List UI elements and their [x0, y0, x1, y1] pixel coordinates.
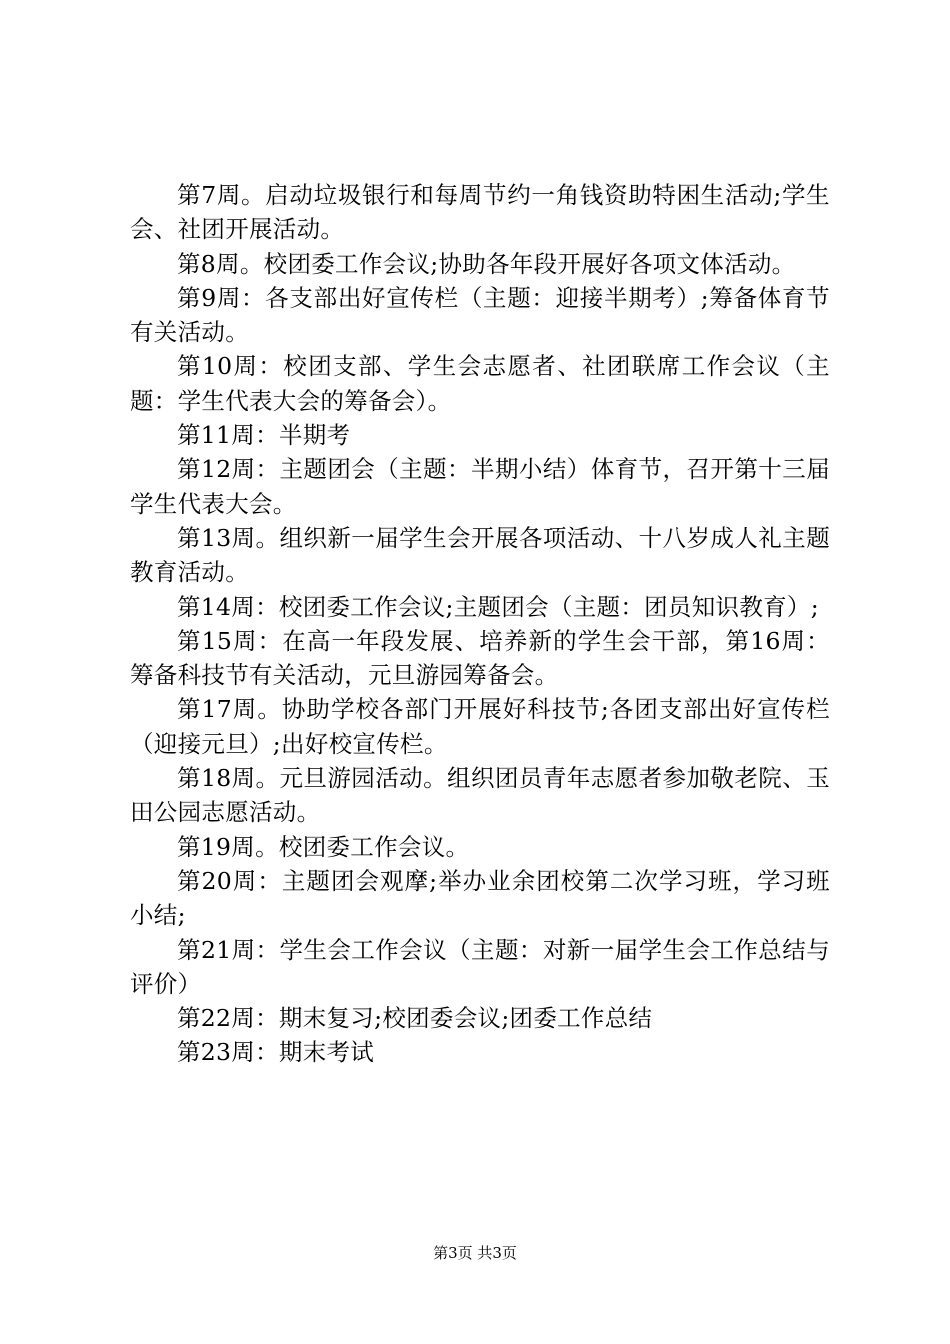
paragraph-week-15-16: 第15周：在高一年段发展、培养新的学生会干部，第16周：筹备科技节有关活动，元旦游园筹备会。: [130, 626, 830, 690]
paragraph-week-12: 第12周：主题团会（主题：半期小结）体育节，召开第十三届学生代表大会。: [130, 455, 830, 518]
paragraph-week-18: 第18周。元旦游园活动。组织团员青年志愿者参加敬老院、玉田公园志愿活动。: [130, 764, 830, 827]
paragraph-week-9: 第9周：各支部出好宣传栏（主题：迎接半期考）;筹备体育节有关活动。: [130, 283, 830, 347]
paragraph-week-22: 第22周：期末复习;校团委会议;团委工作总结: [177, 1004, 653, 1033]
paragraph-week-19: 第19周。校团委工作会议。: [177, 832, 470, 861]
paragraph-week-7: 第7周。启动垃圾银行和每周节约一角钱资助特困生活动;学生会、社团开展活动。: [130, 181, 830, 244]
paragraph-week-13: 第13周。组织新一届学生会开展各项活动、十八岁成人礼主题教育活动。: [130, 523, 830, 587]
document-body: [130, 178, 830, 1070]
paragraph-week-14: 第14周：校团委工作会议;主题团会（主题：团员知识教育）;: [177, 592, 819, 621]
paragraph-week-23: 第23周：期末考试: [177, 1038, 375, 1067]
paragraph-week-10: 第10周：校团支部、学生会志愿者、社团联席工作会议（主题：学生代表大会的筹备会）。: [130, 352, 830, 415]
paragraph-week-8: 第8周。校团委工作会议;协助各年段开展好各项文体活动。: [177, 249, 796, 278]
page-number-footer: 第3页 共3页: [433, 1244, 517, 1262]
paragraph-week-17: 第17周。协助学校各部门开展好科技节;各团支部出好宣传栏（迎接元旦）;出好校宣传栏。: [130, 695, 830, 758]
paragraph-week-11: 第11周：半期考: [177, 421, 351, 450]
paragraph-week-21: 第21周：学生会工作会议（主题：对新一届学生会工作总结与评价）: [130, 935, 830, 998]
paragraph-week-20: 第20周：主题团会观摩;举办业余团校第二次学习班，学习班小结;: [130, 866, 830, 930]
